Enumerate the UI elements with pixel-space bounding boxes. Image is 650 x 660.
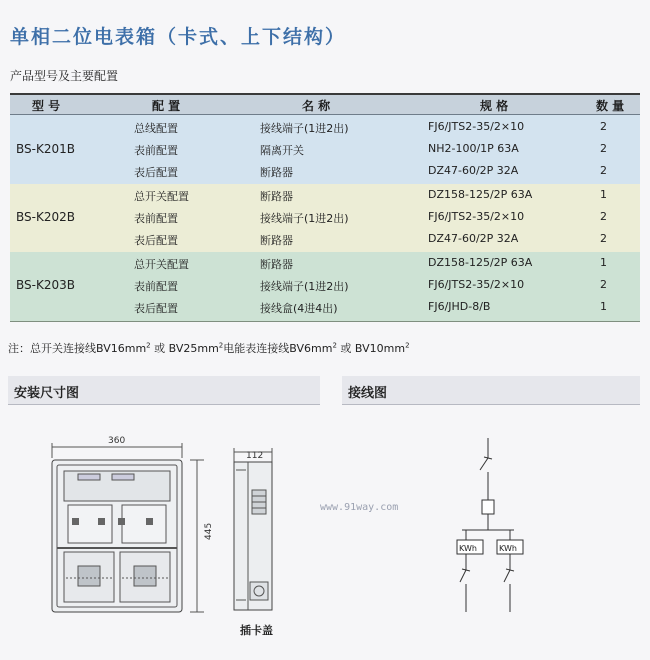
cell-qty: 1 (600, 256, 607, 269)
cell-qty: 1 (600, 300, 607, 313)
cell-name: 接线盒(4进4出) (260, 302, 338, 315)
cell-config: 表前配置 (134, 212, 178, 225)
col-header-spec: 规 格 (480, 99, 509, 113)
cell-qty: 2 (600, 120, 607, 133)
cell-spec: DZ47-60/2P 32A (428, 164, 519, 177)
cell-qty: 2 (600, 278, 607, 291)
cell-spec: DZ158-125/2P 63A (428, 256, 533, 269)
cell-spec: FJ6/JHD-8/B (428, 300, 491, 313)
note-sup: 2 (146, 341, 151, 350)
note-part-3: 电能表连接线BV6mm (223, 342, 333, 355)
front-view-drawing (52, 443, 204, 612)
page-title: 单相二位电表箱（卡式、上下结构） (10, 26, 347, 48)
cell-qty: 2 (600, 142, 607, 155)
cell-spec: DZ47-60/2P 32A (428, 232, 519, 245)
watermark-text: www.91way.com (320, 502, 399, 513)
col-header-qty: 数 量 (596, 99, 625, 113)
model-label: BS-K203B (16, 278, 75, 292)
note-sup: 2 (332, 341, 337, 350)
cell-spec: NH2-100/1P 63A (428, 142, 519, 155)
depth-dimension-label: 112 (246, 451, 264, 461)
install-dimensions-title: 安装尺寸图 (14, 386, 80, 401)
cell-qty: 2 (600, 232, 607, 245)
wiring-diagram-title: 接线图 (348, 386, 388, 401)
cell-qty: 2 (600, 210, 607, 223)
cell-config: 总开关配置 (134, 190, 189, 203)
height-dimension-label: 445 (204, 522, 214, 540)
cell-spec: FJ6/JTS2-35/2×10 (428, 120, 525, 133)
model-label: BS-K201B (16, 142, 75, 156)
cell-spec: DZ158-125/2P 63A (428, 188, 533, 201)
kwh-meter-label: KWh (459, 544, 477, 553)
note-part-2: 或 BV25mm (150, 342, 219, 355)
note-part-1: 注：总开关连接线BV16mm (8, 342, 147, 355)
section-subtitle: 产品型号及主要配置 (10, 69, 119, 83)
cell-spec: FJ6/JTS2-35/2×10 (428, 278, 525, 291)
cell-config: 总线配置 (134, 122, 178, 135)
cell-config: 表后配置 (134, 234, 178, 247)
col-header-name: 名 称 (302, 99, 331, 113)
cell-name: 断路器 (260, 190, 293, 203)
cell-config: 表后配置 (134, 302, 178, 315)
branch-switch-icon (460, 570, 466, 582)
note-sup: 2 (218, 341, 224, 350)
cell-name: 断路器 (260, 258, 293, 271)
cell-qty: 1 (600, 188, 607, 201)
kwh-meter-label: KWh (499, 544, 517, 553)
col-header-model: 型 号 (32, 99, 61, 113)
cell-config: 表前配置 (134, 280, 178, 293)
cell-config: 总开关配置 (134, 258, 189, 271)
main-switch-icon (480, 458, 488, 470)
cell-config: 表前配置 (134, 144, 178, 157)
wiring-schematic (457, 438, 523, 612)
cell-name: 接线端子(1进2出) (260, 212, 349, 225)
col-header-config: 配 置 (152, 99, 181, 113)
cell-name: 接线端子(1进2出) (260, 122, 349, 135)
cell-name: 接线端子(1进2出) (260, 280, 349, 293)
cell-name: 断路器 (260, 166, 293, 179)
model-label: BS-K202B (16, 210, 75, 224)
cell-qty: 2 (600, 164, 607, 177)
branch-switch-icon (504, 570, 510, 582)
cell-name: 隔离开关 (260, 144, 304, 157)
side-view-drawing (234, 448, 272, 610)
drawing-caption: 插卡盖 (240, 624, 273, 637)
note-part-4: 或 BV10mm (336, 342, 406, 355)
cell-spec: FJ6/JTS2-35/2×10 (428, 210, 525, 223)
width-dimension-label: 360 (108, 436, 126, 446)
cell-name: 断路器 (260, 234, 293, 247)
note-sup: 2 (405, 341, 410, 350)
cell-config: 表后配置 (134, 166, 178, 179)
